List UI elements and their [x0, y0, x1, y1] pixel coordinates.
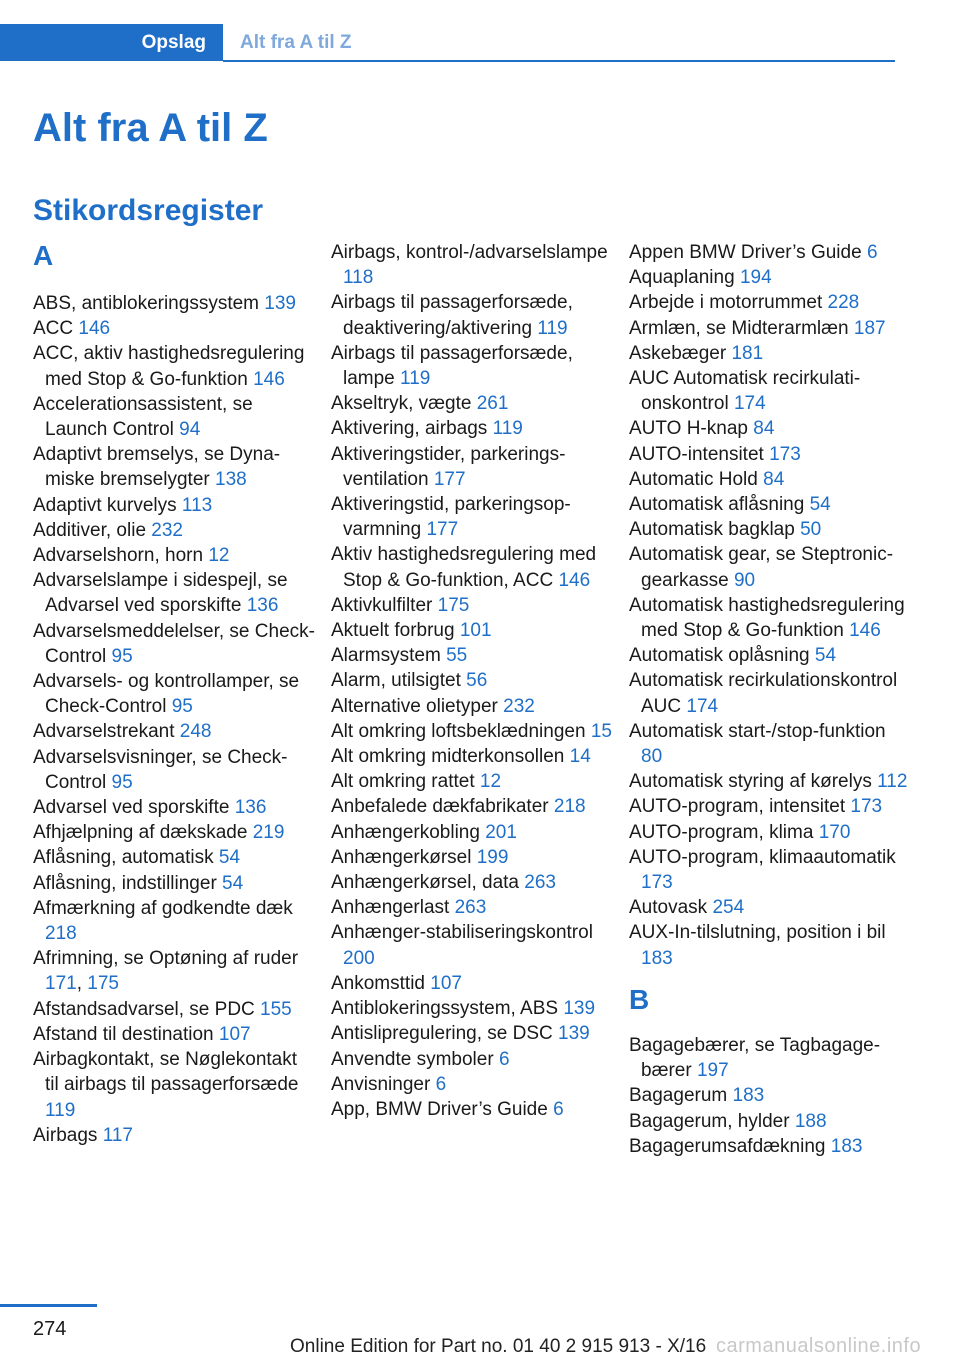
index-entry: [629, 442, 911, 467]
index-entry: [33, 568, 315, 618]
index-entry: [331, 845, 613, 870]
index-entry: [629, 492, 911, 517]
entry-text: Arbejde i motorrummet: [629, 292, 823, 314]
entry-text: Aktuelt forbrug: [331, 620, 455, 642]
index-entry: [33, 518, 315, 543]
page-link[interactable]: 155: [260, 998, 292, 1020]
tab-opslag[interactable]: Opslag: [0, 24, 223, 61]
index-entry: [331, 416, 613, 441]
index-entry: [33, 543, 315, 568]
index-entry: [331, 920, 613, 970]
index-entry: [629, 719, 911, 769]
entry-text: AUTO-program, klima: [629, 821, 814, 843]
page-link[interactable]: 177: [433, 468, 466, 490]
index-entry: [331, 719, 613, 744]
entry-text: Anvendte symboler: [331, 1048, 494, 1070]
index-entry: [331, 1047, 613, 1072]
entry-text: Afstandsadvarsel, se PDC: [33, 998, 255, 1020]
page-link[interactable]: 139: [264, 293, 296, 314]
index-entry: [629, 1109, 911, 1134]
entry-text: Aktiveringstid, parkeringsopvarmning: [331, 494, 571, 541]
page-link[interactable]: 254: [712, 897, 745, 919]
entry-text: Airbags, kontrol-/advarselslampe: [331, 242, 608, 263]
index-entry: [629, 920, 911, 970]
index-entry: [33, 1022, 315, 1047]
entry-text: Airbags til passagerforsæde, lampe: [331, 342, 573, 390]
page-link[interactable]: 6: [866, 242, 878, 263]
entry-text: Appen BMW Driver’s Guide: [629, 242, 862, 263]
page-link[interactable]: 146: [78, 318, 111, 340]
entry-text: AUTO-intensitet: [629, 443, 764, 465]
index-column-2: [331, 240, 613, 1122]
index-entry: [33, 619, 315, 669]
index-column-1: [33, 240, 315, 1148]
page-link[interactable]: 146: [253, 368, 285, 390]
index-entry: [33, 341, 315, 391]
page-link[interactable]: 201: [485, 821, 517, 843]
entry-text: Automatic Hold: [629, 468, 758, 490]
entry-text: Aflåsning, indstillinger: [33, 872, 217, 894]
index-entry: [33, 871, 315, 896]
index-entry: [331, 240, 613, 290]
entry-text: Advarselsvisninger, se Check-Control: [33, 746, 288, 793]
entry-text: App, BMW Driver’s Guide: [331, 1098, 548, 1120]
entry-text: Alt omkring loftsbeklædningen: [331, 720, 586, 742]
page-link[interactable]: 248: [179, 721, 212, 743]
entry-text: Automatisk recirkulationskontrol AUC: [629, 670, 898, 717]
entry-text: Aktivkulfilter: [331, 594, 433, 616]
index-entry: [33, 820, 315, 845]
entry-text: Aquaplaning: [629, 267, 735, 289]
entry-text: Anhængerkobling: [331, 821, 480, 843]
entry-text: Bagagerum, hylder: [629, 1110, 790, 1132]
index-entry: [331, 744, 613, 769]
page-link[interactable]: 228: [827, 292, 860, 314]
page-link[interactable]: 183: [732, 1085, 765, 1107]
index-entry: [33, 392, 315, 442]
page-link[interactable]: 101: [459, 620, 492, 642]
page-link[interactable]: 219: [252, 822, 285, 844]
tab-alt-fra-a-til-z[interactable]: Alt fra A til Z: [240, 31, 352, 53]
page-link[interactable]: 54: [218, 847, 241, 869]
page-link[interactable]: 200: [343, 947, 375, 969]
section-letter: B: [629, 983, 650, 1015]
entry-text: Aktivering, airbags: [331, 418, 488, 440]
entry-text: Adaptivt kurvelys: [33, 494, 177, 516]
index-entry: [629, 290, 911, 315]
entry-text: Advarselstrekant: [33, 721, 175, 743]
page-link[interactable]: 197: [696, 1060, 729, 1082]
entry-text: AUTO-program, klimaautomatik: [629, 846, 896, 868]
index-entry: [331, 618, 613, 643]
page-link[interactable]: 113: [181, 494, 213, 516]
page-link[interactable]: 146: [849, 620, 881, 642]
entry-text: Aflåsning, automatisk: [33, 847, 214, 869]
page-link[interactable]: 119: [492, 418, 523, 440]
index-entry: [33, 997, 315, 1022]
page-link[interactable]: 187: [853, 317, 886, 339]
entry-text: Advarselshorn, horn: [33, 545, 204, 567]
index-entry: [629, 769, 911, 794]
page-link[interactable]: 119: [537, 317, 568, 339]
index-entry: [331, 391, 613, 416]
page-link[interactable]: 94: [179, 419, 201, 441]
entry-text: Advarsel ved sporskifte: [33, 797, 230, 819]
page-link[interactable]: 232: [151, 519, 183, 541]
index-entry: [629, 341, 911, 366]
index-entry: [629, 820, 911, 845]
index-entry: [331, 290, 613, 340]
page-link[interactable]: 175: [437, 594, 470, 616]
page-link[interactable]: 95: [111, 645, 133, 667]
entry-text: Additiver, olie: [33, 519, 147, 541]
index-entry: [629, 416, 911, 441]
page-link[interactable]: 218: [553, 796, 586, 818]
index-entry: [33, 745, 315, 795]
page-link[interactable]: 6: [435, 1073, 447, 1095]
entry-text: Automatisk oplåsning: [629, 645, 810, 667]
entry-text: Bagagerum: [629, 1085, 728, 1107]
page-link[interactable]: 171: [45, 973, 77, 995]
index-entry: [629, 467, 911, 492]
index-entry: [629, 845, 911, 895]
index-entry: [33, 291, 315, 316]
index-entry: [33, 316, 315, 341]
entry-text: Afhjælpning af dækskade: [33, 822, 248, 844]
entry-text: Automatisk aflåsning: [629, 494, 805, 516]
entry-text: Airbagkontakt, se Nøglekontakt til airbags til passagerforsæde: [33, 1049, 299, 1096]
index-entry: [33, 1047, 315, 1123]
entry-text: Akseltryk, vægte: [331, 393, 472, 415]
page-link[interactable]: 139: [558, 1023, 590, 1045]
index-entry: [33, 1123, 315, 1148]
page-link[interactable]: 174: [733, 393, 766, 415]
page-link[interactable]: 117: [102, 1124, 133, 1146]
page-link[interactable]: 107: [218, 1023, 251, 1045]
footer-rule: [0, 1304, 97, 1307]
entry-text: Afrimning, se Optøning af ruder: [33, 948, 299, 970]
page-link[interactable]: 12: [479, 771, 502, 793]
index-entry: [331, 895, 613, 920]
page-link[interactable]: 55: [446, 645, 468, 667]
page-link[interactable]: 199: [476, 846, 509, 868]
entry-text: Automatisk hastighedsregulering med Stop & Go-funktion: [629, 594, 905, 642]
index-entry: [331, 694, 613, 719]
index-entry: [33, 896, 315, 946]
page-link[interactable]: 181: [731, 342, 764, 364]
page-link[interactable]: 263: [454, 897, 487, 919]
page-link[interactable]: 56: [466, 670, 488, 692]
index-entry: [629, 643, 911, 668]
entry-text: Askebæger: [629, 342, 727, 364]
index-entry: [33, 845, 315, 870]
page-link[interactable]: 80: [641, 746, 663, 768]
page-link[interactable]: 263: [524, 872, 556, 894]
page-link[interactable]: 173: [769, 443, 801, 465]
entry-text: Autovask: [629, 897, 708, 919]
page-link[interactable]: 173: [641, 872, 673, 894]
index-entry: [331, 794, 613, 819]
index-entry: [629, 265, 911, 290]
entry-text: Airbags til passagerforsæde, deaktivering/aktivering: [331, 292, 573, 339]
entry-text: Anhængerkørsel, data: [331, 872, 519, 894]
page-link[interactable]: 173: [850, 796, 883, 818]
index-entry: [629, 366, 911, 416]
page-link[interactable]: 50: [800, 519, 822, 541]
entry-text: Bagagebærer, se Tagbagagebærer: [629, 1034, 881, 1082]
entry-text: Automatisk bagklap: [629, 519, 795, 541]
page-link[interactable]: 183: [830, 1135, 863, 1157]
entry-text: AUTO H-knap: [629, 418, 748, 440]
entry-text: Alternative olietyper: [331, 695, 498, 717]
index-entry: [331, 1097, 613, 1122]
page-link[interactable]: 170: [818, 821, 851, 843]
entry-text: Advarsels- og kontrollamper, se Check-Control: [33, 671, 300, 718]
entry-text: Adaptivt bremselys, se Dynamiske bremselygter: [33, 444, 281, 491]
page-link[interactable]: 119: [400, 368, 431, 390]
page-link[interactable]: 6: [553, 1098, 564, 1120]
page-link[interactable]: 177: [426, 519, 459, 541]
page-link[interactable]: 174: [686, 695, 719, 717]
entry-text: AUTO-program, intensitet: [629, 796, 846, 818]
entry-text: Aktiveringstider, parkeringsventilation: [331, 443, 566, 490]
entry-text: Accelerationsassistent, se Launch Control: [33, 393, 253, 441]
entry-text: Ankomsttid: [331, 972, 425, 994]
section-letter: A: [33, 240, 54, 271]
index-entry: [33, 795, 315, 820]
page-link[interactable]: 90: [733, 569, 756, 591]
page-link[interactable]: 54: [222, 872, 244, 894]
entry-text: Automatisk styring af kørelys: [629, 771, 872, 793]
entry-text: Anhængerlast: [331, 897, 450, 919]
index-entry: [629, 895, 911, 920]
page-link[interactable]: 6: [498, 1048, 510, 1070]
page-link[interactable]: 261: [476, 393, 509, 415]
entry-text: Antiblokeringssystem, ABS: [331, 998, 559, 1020]
index-entry: [331, 542, 613, 592]
entry-text: Alt omkring rattet: [331, 771, 475, 793]
index-entry: [33, 493, 315, 518]
entry-text: Aktiv hastighedsregulering med Stop & Go-funktion, ACC: [331, 544, 597, 591]
page-number: 274: [33, 1318, 67, 1340]
entry-text: Afmærkning af godkendte dæk: [33, 897, 293, 919]
index-entry: [331, 870, 613, 895]
index-entry: [331, 820, 613, 845]
entry-text: Anbefalede dækfabrikater: [331, 796, 549, 818]
header-divider: [223, 60, 895, 62]
index-entry: [629, 794, 911, 819]
entry-text: Alarm, utilsigtet: [331, 670, 461, 692]
watermark: carmanualsonline.info: [716, 1335, 922, 1357]
page-link[interactable]: 107: [430, 972, 462, 994]
page-link[interactable]: 84: [763, 468, 785, 490]
index-entry: [33, 719, 315, 744]
index-entry: [331, 442, 613, 492]
page-link[interactable]: 84: [753, 418, 775, 440]
page-link[interactable]: 146: [558, 569, 591, 591]
entry-text: Antislipregulering, se DSC: [331, 1023, 553, 1045]
edition-text: Online Edition for Part no. 01 40 2 915 913 - X/16: [290, 1336, 707, 1357]
page-link[interactable]: 183: [641, 947, 673, 969]
index-entry: [331, 1021, 613, 1046]
entry-text: ACC, aktiv hastighedsregulering med Stop & Go-funktion: [33, 343, 305, 390]
page-link[interactable]: 136: [234, 797, 267, 819]
index-entry: [331, 996, 613, 1021]
index-entry: [629, 517, 911, 542]
entry-text: Automatisk gear, se Steptronic-gearkasse: [629, 544, 894, 591]
index-entry: [331, 492, 613, 542]
entry-text: Airbags: [33, 1124, 98, 1146]
header-bar: [0, 24, 896, 62]
index-entry: [331, 769, 613, 794]
page-link[interactable]: 175: [87, 973, 119, 995]
page-link[interactable]: 218: [45, 923, 77, 945]
entry-text: Alt omkring midterkonsollen: [331, 746, 565, 768]
page-title: Alt fra A til Z: [33, 106, 268, 150]
page-link[interactable]: 136: [246, 595, 279, 617]
entry-text: Advarselslampe i sidespejl, se Advarsel ved sporskifte: [33, 570, 288, 617]
entry-text: ACC: [33, 318, 74, 340]
index-entry: [629, 542, 911, 592]
entry-text: Alarmsystem: [331, 645, 441, 667]
index-entry: [331, 643, 613, 668]
section-subtitle: Stikordsregister: [33, 194, 264, 227]
page-link[interactable]: 54: [809, 494, 831, 516]
index-entry: [629, 240, 911, 265]
page-link[interactable]: 138: [215, 469, 247, 491]
entry-text: AUC Automatisk recirkulationskontrol: [629, 368, 861, 415]
page-link[interactable]: 112: [877, 771, 908, 793]
entry-text: Automatisk start-/stop-funktion: [629, 720, 886, 742]
index-entry: [331, 1072, 613, 1097]
page-link[interactable]: 54: [814, 645, 837, 667]
entry-text: Advarselsmeddelelser, se Check-Control: [33, 620, 315, 667]
page-link[interactable]: 139: [563, 998, 596, 1020]
index-entry: [629, 593, 911, 643]
page-link[interactable]: 188: [794, 1110, 827, 1132]
index-entry: [331, 971, 613, 996]
entry-text: AUX-In-tilslutning, position i bil: [629, 922, 886, 944]
index-entry: [33, 669, 315, 719]
page-link[interactable]: 232: [503, 695, 535, 717]
index-entry: [629, 1134, 911, 1159]
index-entry: [331, 593, 613, 618]
page-link[interactable]: 119: [45, 1099, 76, 1121]
index-entry: [629, 1033, 911, 1083]
entry-text: Anhænger-stabiliseringskontrol: [331, 922, 593, 944]
index-entry: [331, 341, 613, 391]
page-link[interactable]: 14: [569, 746, 591, 768]
page-link[interactable]: 95: [171, 696, 193, 718]
entry-text: Anvisninger: [331, 1073, 431, 1095]
entry-text: Bagagerumsafdækning: [629, 1135, 826, 1157]
entry-text: Afstand til destination: [33, 1023, 214, 1045]
entry-text: Armlæn, se Midterarmlæn: [629, 317, 849, 339]
page-link[interactable]: 194: [739, 267, 772, 289]
entry-text: ABS, antiblokeringssystem: [33, 293, 259, 314]
index-entry: Afrimning, se Optøning af ruder 171, 175: [33, 948, 299, 995]
index-column-3: [629, 240, 911, 1159]
page-link[interactable]: 95: [111, 771, 133, 793]
page-link[interactable]: 118: [343, 267, 374, 289]
index-entry: [629, 316, 911, 341]
index-entry: [629, 1083, 911, 1108]
page-link[interactable]: 12: [208, 545, 230, 567]
index-entry: [331, 668, 613, 693]
index-entry: [629, 668, 911, 718]
page-link[interactable]: 15: [590, 720, 612, 742]
entry-text: Anhængerkørsel: [331, 846, 472, 868]
index-entry: [33, 442, 315, 492]
